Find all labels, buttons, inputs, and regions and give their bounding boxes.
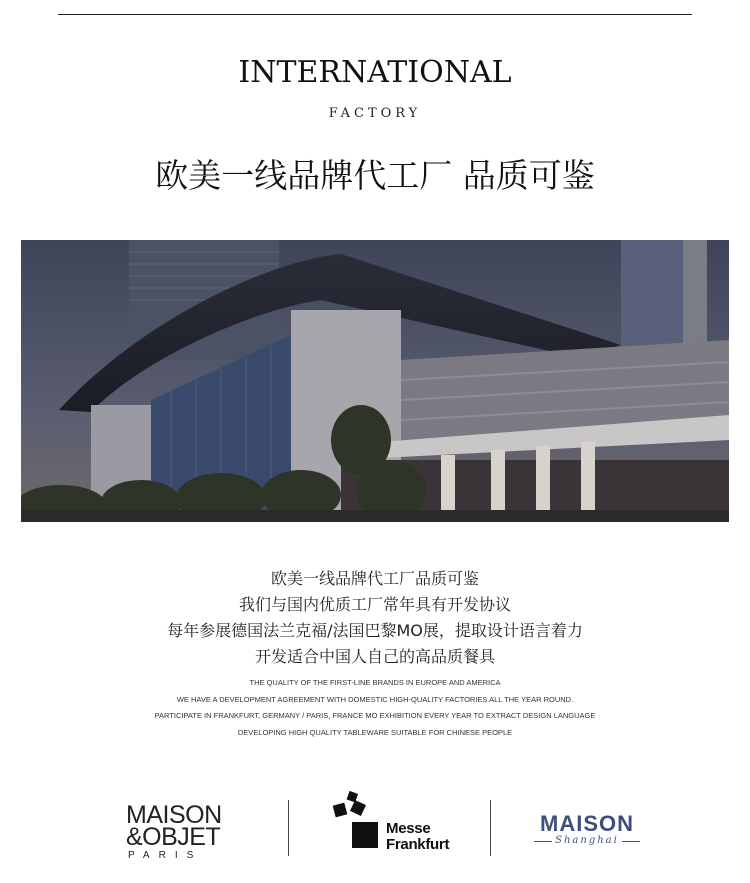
- maison-objet-line2: &OBJET: [126, 823, 221, 851]
- partner-logos: [0, 790, 750, 870]
- messe-frankfurt-icon: [330, 790, 390, 860]
- chinese-description: [0, 566, 750, 670]
- messe-line1: Messe: [386, 820, 431, 837]
- maison-objet-line1: MAISON: [126, 801, 222, 829]
- maison-shanghai-main: MAISON: [540, 811, 634, 836]
- top-divider: [58, 14, 692, 15]
- maison-objet-logo: [126, 801, 236, 861]
- exhibition-center-photo: [21, 240, 729, 522]
- english-description: [0, 675, 750, 741]
- logo-divider: [490, 800, 491, 856]
- messe-line2: Frankfurt: [386, 836, 450, 853]
- cn-line: 开发适合中国人自己的高品质餐具: [254, 647, 495, 666]
- cn-line: 我们与国内优质工厂常年具有开发协议: [238, 595, 511, 614]
- maison-shanghai-sub: Shanghai: [532, 836, 642, 846]
- page-subtitle: FACTORY: [328, 106, 422, 121]
- page-title: INTERNATIONAL: [238, 55, 512, 90]
- headline: 欧美一线品牌代工厂 品质可鉴: [155, 156, 595, 195]
- en-line: WE HAVE A DEVELOPMENT AGREEMENT WITH DOMESTIC HIGH-QUALITY FACTORIES ALL THE YEAR ROUND.: [176, 694, 574, 704]
- maison-objet-paris: PARIS: [128, 850, 203, 861]
- en-line: PARTICIPATE IN FRANKFURT, GERMANY / PARIS, FRANCE MO EXHIBITION EVERY YEAR TO EXTRACT DESIGN LANGUAGE: [154, 711, 596, 720]
- en-line: THE QUALITY OF THE FIRST-LINE BRANDS IN EUROPE AND AMERICA: [249, 678, 501, 687]
- cn-line: 每年参展德国法兰克福/法国巴黎MO展，提取设计语言着力: [167, 621, 583, 640]
- messe-frankfurt-logo: [330, 790, 470, 860]
- logo-divider: [288, 800, 289, 856]
- en-line: DEVELOPING HIGH QUALITY TABLEWARE SUITABLE FOR CHINESE PEOPLE: [237, 727, 513, 737]
- cn-line: 欧美一线品牌代工厂品质可鉴: [270, 569, 479, 588]
- maison-shanghai-logo: [532, 812, 642, 846]
